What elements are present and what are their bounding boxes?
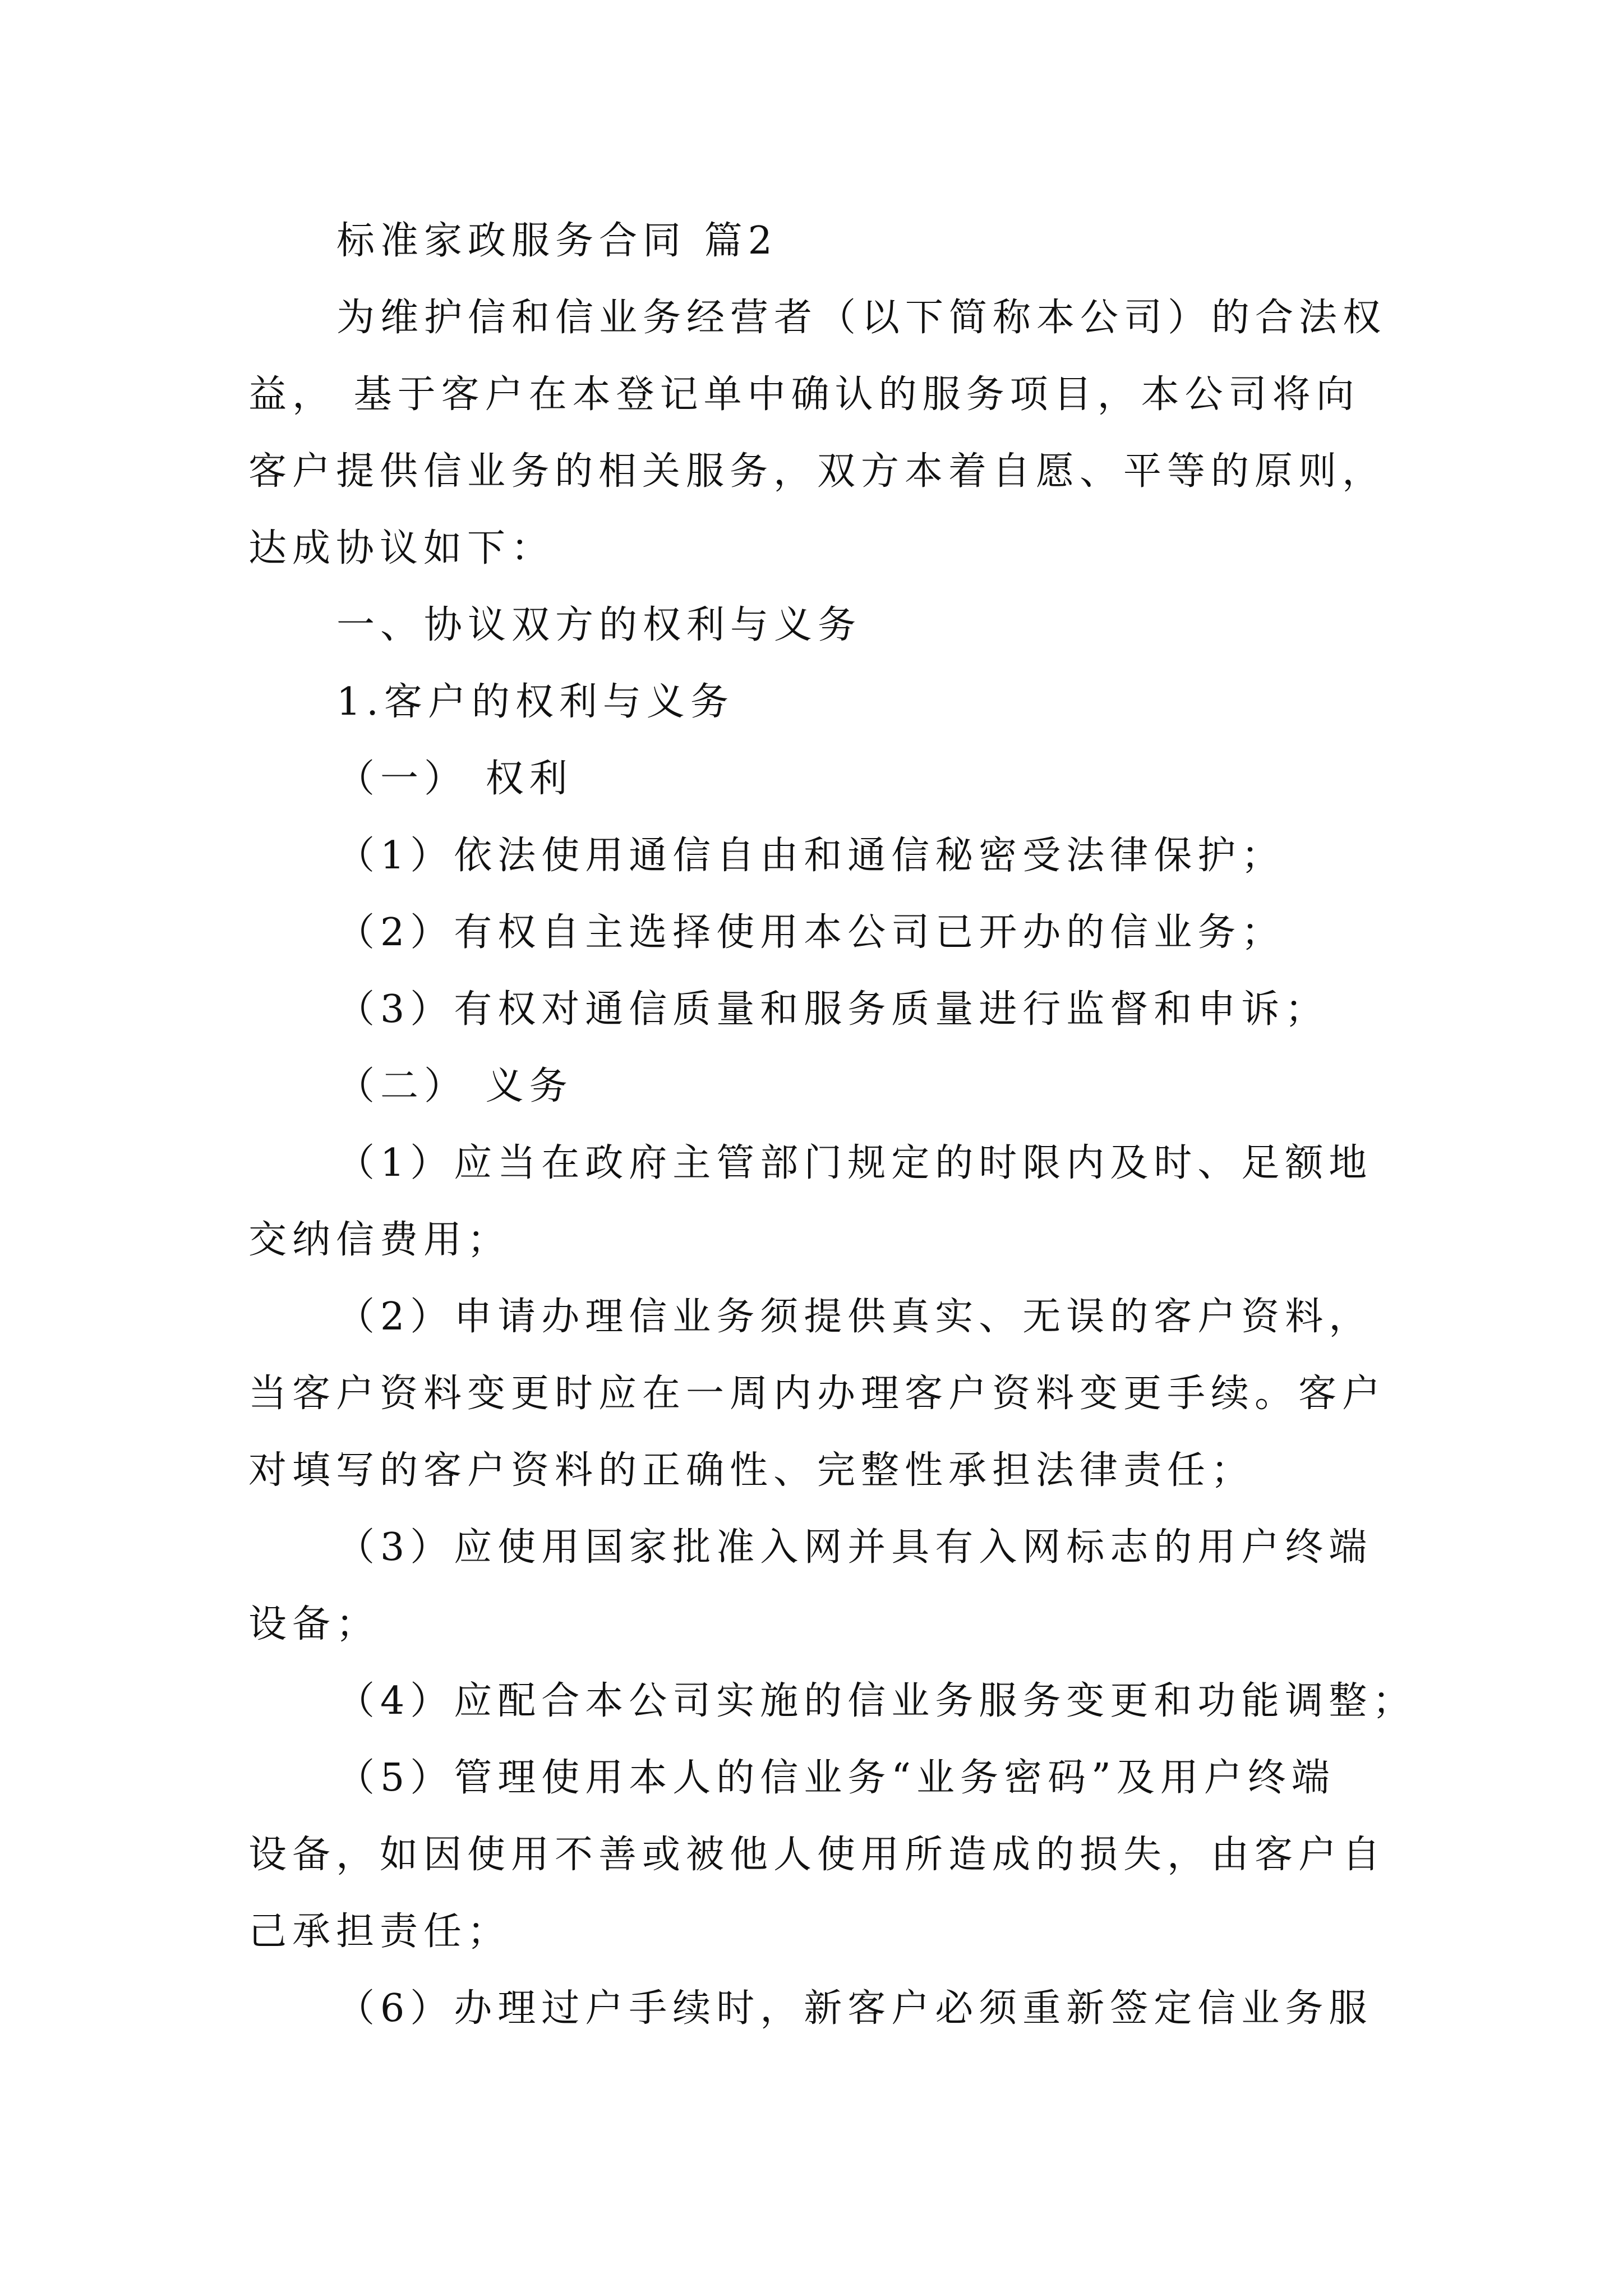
paragraph-line: 客户提供信业务的相关服务，双方本着自愿、平等的原则， <box>248 449 1386 494</box>
subsection-heading: 1.客户的权利与义务 <box>336 680 734 724</box>
list-item: （1）依法使用通信自由和通信秘密受法律保护； <box>336 834 1285 878</box>
paragraph-line: 当客户资料变更时应在一周内办理客户资料变更手续。客户 <box>248 1372 1386 1416</box>
paragraph-line: 设备，如因使用不善或被他人使用所造成的损失，由客户自 <box>248 1833 1386 1877</box>
paragraph-line: 对填写的客户资料的正确性、完整性承担法律责任； <box>248 1448 1255 1493</box>
list-item: （3）有权对通信质量和服务质量进行监督和申诉； <box>336 987 1329 1032</box>
list-item: （1）应当在政府主管部门规定的时限内及时、足额地 <box>336 1141 1373 1185</box>
list-item: （2）申请办理信业务须提供真实、无误的客户资料， <box>336 1295 1373 1339</box>
subsection-heading: （一） 权利 <box>336 757 573 801</box>
list-item: （2）有权自主选择使用本公司已开办的信业务； <box>336 910 1285 955</box>
list-item: （5）管理使用本人的信业务“业务密码”及用户终端 <box>336 1756 1335 1800</box>
paragraph-line: 益， 基于客户在本登记单中确认的服务项目，本公司将向 <box>248 372 1360 417</box>
section-heading: 一、协议双方的权利与义务 <box>336 603 862 647</box>
paragraph-line: 设备； <box>248 1602 380 1646</box>
subsection-heading: （二） 义务 <box>336 1064 573 1108</box>
paragraph-line: 为维护信和信业务经营者（以下简称本公司）的合法权 <box>336 296 1387 340</box>
paragraph-line: 己承担责任； <box>248 1910 511 1954</box>
list-item: （4）应配合本公司实施的信业务服务变更和功能调整； <box>336 1679 1417 1723</box>
document-title: 标准家政服务合同 篇2 <box>336 219 778 263</box>
paragraph-line: 交纳信费用； <box>248 1218 511 1262</box>
list-item: （3）应使用国家批准入网并具有入网标志的用户终端 <box>336 1525 1373 1570</box>
paragraph-line: 达成协议如下： <box>248 526 555 570</box>
list-item: （6）办理过户手续时，新客户必须重新签定信业务服 <box>336 1986 1373 2031</box>
